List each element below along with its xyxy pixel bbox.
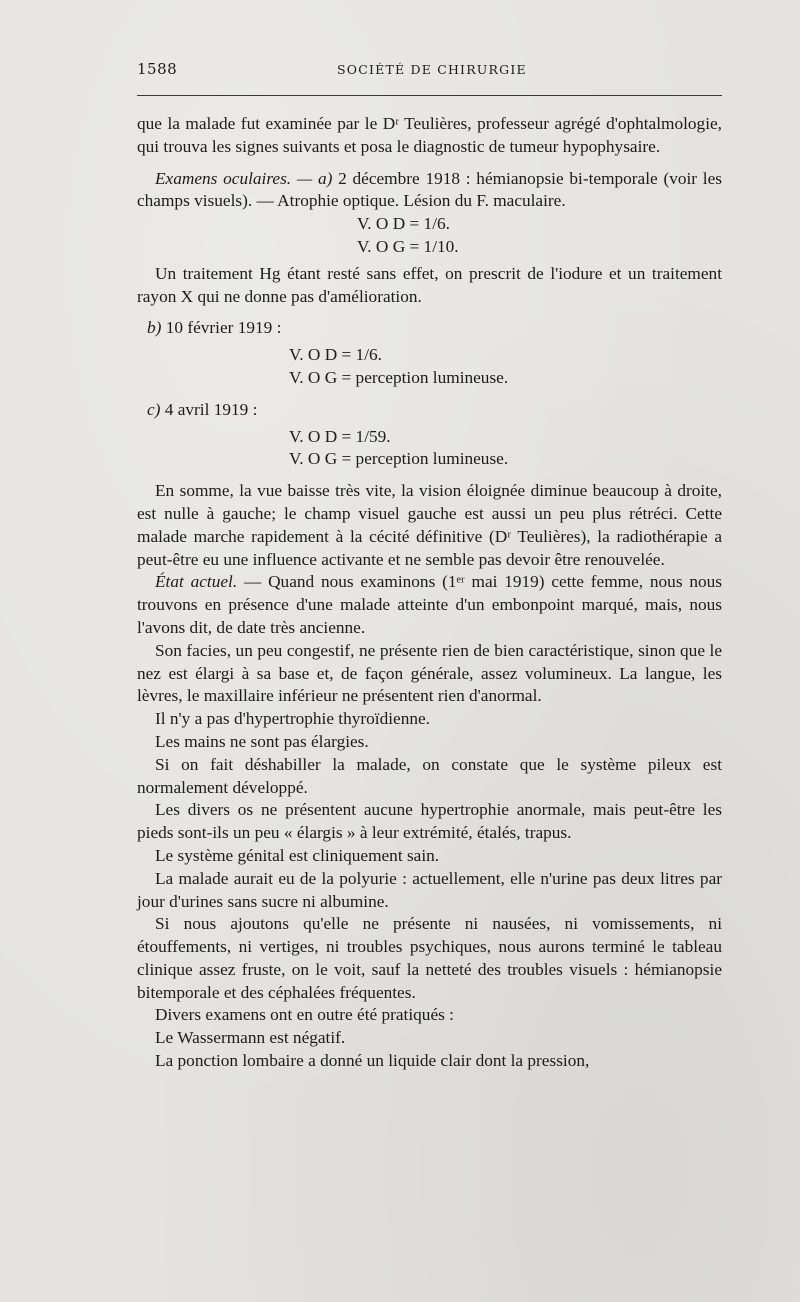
paragraph-summary: En somme, la vue baisse très vite, la vision éloignée diminue beaucoup à droite, est nulle à gauche; le champ visuel gauche est aussi un peu plus rétréci. Cette malade marche rapidement à la cécité définitive (Dʳ Teulières), la radiothérapie a peut-être eu une influence activante et ne semble pas devoir être renouvelée. (137, 481, 722, 569)
paragraph-exam-intro: que la malade fut examinée par le Dʳ Teulières, professeur agrégé d'ophtalmologie, qui trouva les signes suivants et posa le diagnostic de tumeur hypophysaire. (137, 114, 722, 156)
exam-c-label: c) (147, 399, 161, 419)
ocular-exams-heading: Examens oculaires. — a) (155, 168, 333, 188)
measurement-a-right-eye: V. O D = 1/6. (357, 214, 450, 234)
ocular-exams-text: 2 décembre 1918 : hémianopsie bi-temporale (voir les champs visuels). — Atrophie optique. Lésion du F. maculaire. (137, 168, 722, 211)
paragraph-polyuria: La malade aurait eu de la polyurie : actuellement, elle n'urine pas deux litres par jour d'urines sans sucre ni albumine. (137, 868, 722, 911)
current-state-text: — Quand nous examinons (1ᵉʳ mai 1919) cette femme, nous nous trouvons en présence d'une malade atteinte d'un embonpoint marqué, mais, nous l'avons dit, de date très ancienne. (137, 572, 722, 637)
paragraph-facies: Son facies, un peu congestif, ne présente rien de bien caractéristique, sinon que le nez est élargi à sa base et, de façon générale, assez volumineux. La langue, les lèvres, le maxillaire inférieur ne présentent rien d'anormal. (137, 640, 722, 706)
measurement-c-left-eye: V. O G = perception lumineuse. (289, 449, 509, 469)
exam-b-date: 10 février 1919 : (161, 318, 282, 338)
paragraph-wassermann: Le Wassermann est négatif. (155, 1028, 346, 1048)
paragraph-lumbar-puncture: La ponction lombaire a donné un liquide clair dont la pression, (155, 1051, 590, 1071)
paragraph-hair: Si on fait déshabiller la malade, on constate que le système pileux est normalement développé. (137, 754, 722, 797)
paragraph-clinical-picture: Si nous ajoutons qu'elle ne présente ni nausées, ni vomissements, ni étouffements, ni vertiges, ni troubles psychiques, nous aurons terminé le tableau clinique assez fruste, on le voit, sauf la netteté des troubles visuels : hémianopsie bitemporale et des céphalées fréquentes. (137, 914, 722, 1002)
paragraph-thyroid: Il n'y a pas d'hypertrophie thyroïdienne. (155, 709, 430, 729)
exam-b-label: b) (147, 318, 162, 338)
exam-c-date: 4 avril 1919 : (160, 399, 258, 419)
paragraph-genital: Le système génital est cliniquement sain. (155, 845, 440, 865)
paragraph-current-state (137, 571, 722, 639)
header-rule (137, 95, 722, 96)
current-state-heading: État actuel. (155, 572, 238, 592)
measurement-c-right-eye: V. O D = 1/59. (289, 426, 391, 446)
paragraph-hands: Les mains ne sont pas élargies. (155, 731, 369, 751)
measurement-b-left-eye: V. O G = perception lumineuse. (289, 367, 509, 387)
exam-b-heading (137, 317, 722, 340)
paragraph-other-exams: Divers examens ont en outre été pratiqués : (155, 1005, 454, 1025)
paragraph-treatment: Un traitement Hg étant resté sans effet, on prescrit de l'iodure et un traitement rayon X qui ne donne pas d'amélioration. (137, 263, 722, 306)
measurement-b-right-eye: V. O D = 1/6. (289, 345, 382, 365)
page-header (137, 60, 722, 84)
paragraph-bones: Les divers os ne présentent aucune hypertrophie anormale, mais peut-être les pieds sont-ils un peu « élargis » à leur extrémité, étalés, trapus. (137, 800, 722, 843)
measurement-a-left-eye: V. O G = 1/10. (357, 236, 459, 256)
exam-c-heading (137, 399, 722, 422)
page-number: 1588 (137, 60, 178, 78)
body-text (137, 113, 722, 1073)
paragraph-ocular-exams (137, 168, 722, 214)
running-head: SOCIÉTÉ DE CHIRURGIE (337, 62, 527, 77)
